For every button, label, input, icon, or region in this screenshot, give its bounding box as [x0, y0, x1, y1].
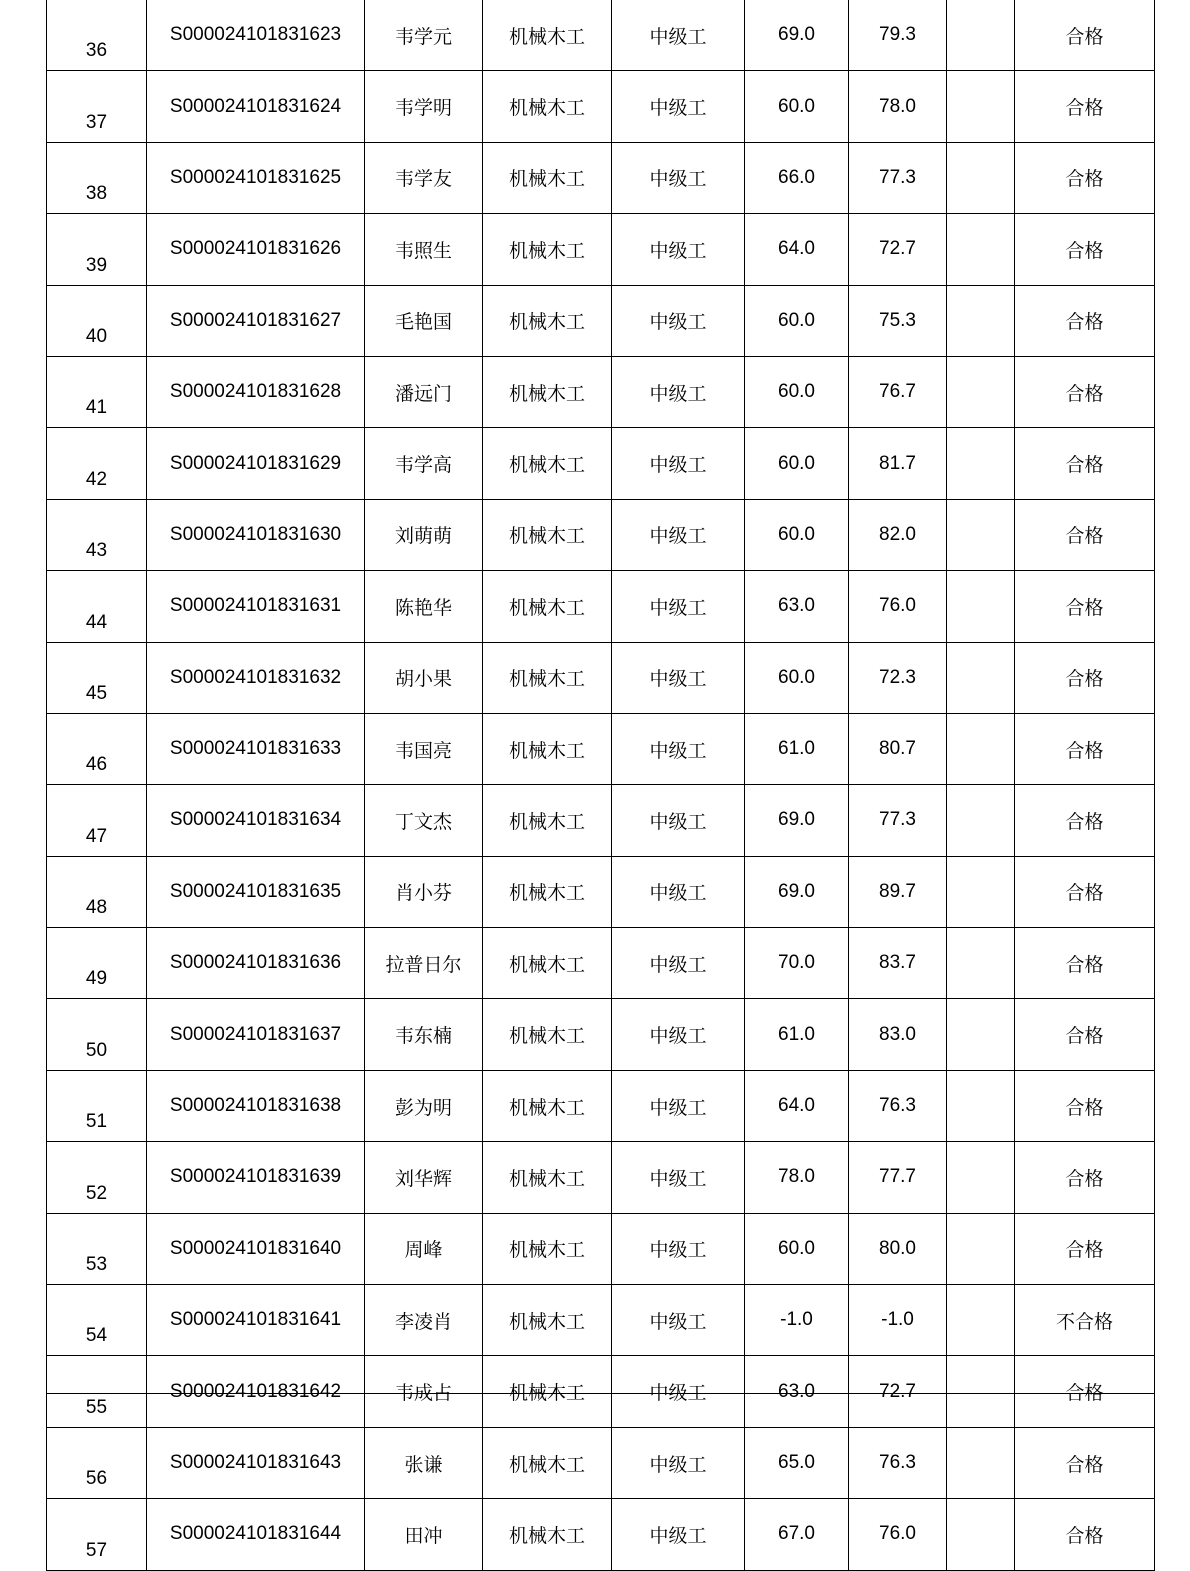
level-cell: 中级工 — [612, 1499, 745, 1570]
result-cell: 合格 — [1015, 1213, 1155, 1284]
trade-cell: 机械木工 — [483, 0, 612, 71]
theory-score-cell: 60.0 — [745, 356, 849, 427]
blank-cell — [947, 356, 1015, 427]
skill-score-cell: 81.7 — [849, 428, 947, 499]
table-row — [47, 1142, 1155, 1213]
trade-cell: 机械木工 — [483, 1213, 612, 1284]
candidate-name-cell: 张谦 — [365, 1427, 483, 1498]
result-cell: 合格 — [1015, 856, 1155, 927]
trade-cell: 机械木工 — [483, 571, 612, 642]
candidate-id-cell: S000024101831635 — [147, 856, 365, 927]
level-cell: 中级工 — [612, 1070, 745, 1141]
row-number-cell: 57 — [47, 1499, 147, 1570]
theory-score-cell: 60.0 — [745, 285, 849, 356]
candidate-name-cell: 彭为明 — [365, 1070, 483, 1141]
row-number-cell: 40 — [47, 285, 147, 356]
trade-cell: 机械木工 — [483, 1285, 612, 1356]
level-cell: 中级工 — [612, 713, 745, 784]
candidate-name-cell: 毛艳国 — [365, 285, 483, 356]
skill-score-cell: 83.7 — [849, 928, 947, 999]
candidate-id-cell: S000024101831630 — [147, 499, 365, 570]
theory-score-cell: 64.0 — [745, 214, 849, 285]
trade-cell: 机械木工 — [483, 1499, 612, 1570]
trade-cell: 机械木工 — [483, 856, 612, 927]
row-number-cell: 45 — [47, 642, 147, 713]
skill-score-cell: 76.0 — [849, 1499, 947, 1570]
result-cell: 合格 — [1015, 1499, 1155, 1570]
theory-score-cell: 60.0 — [745, 642, 849, 713]
table-row — [47, 1499, 1155, 1570]
result-cell: 合格 — [1015, 142, 1155, 213]
level-cell: 中级工 — [612, 999, 745, 1070]
blank-cell — [947, 1285, 1015, 1356]
results-table — [46, 0, 1155, 1571]
skill-score-cell: 80.0 — [849, 1213, 947, 1284]
result-cell: 合格 — [1015, 999, 1155, 1070]
candidate-id-cell: S000024101831628 — [147, 356, 365, 427]
candidate-name-cell: 韦东楠 — [365, 999, 483, 1070]
skill-score-cell: 76.3 — [849, 1427, 947, 1498]
candidate-id-cell: S000024101831626 — [147, 214, 365, 285]
candidate-name-cell: 潘远门 — [365, 356, 483, 427]
result-cell: 合格 — [1015, 428, 1155, 499]
blank-cell — [947, 785, 1015, 856]
theory-score-cell: 69.0 — [745, 0, 849, 71]
row-number-cell: 41 — [47, 356, 147, 427]
trade-cell: 机械木工 — [483, 999, 612, 1070]
theory-score-cell: 60.0 — [745, 499, 849, 570]
level-cell: 中级工 — [612, 428, 745, 499]
trade-cell: 机械木工 — [483, 356, 612, 427]
trade-cell: 机械木工 — [483, 928, 612, 999]
blank-cell — [947, 1356, 1015, 1427]
skill-score-cell: 72.7 — [849, 1356, 947, 1427]
blank-cell — [947, 1427, 1015, 1498]
theory-score-cell: 60.0 — [745, 71, 849, 142]
candidate-id-cell: S000024101831632 — [147, 642, 365, 713]
result-cell: 合格 — [1015, 642, 1155, 713]
candidate-name-cell: 拉普日尔 — [365, 928, 483, 999]
row-number-cell: 56 — [47, 1427, 147, 1498]
row-number-cell: 52 — [47, 1142, 147, 1213]
blank-cell — [947, 999, 1015, 1070]
theory-score-cell: 67.0 — [745, 1499, 849, 1570]
level-cell: 中级工 — [612, 928, 745, 999]
table-row — [47, 142, 1155, 213]
row-number-cell: 49 — [47, 928, 147, 999]
row-number-cell: 36 — [47, 0, 147, 71]
table-row — [47, 571, 1155, 642]
theory-score-cell: 66.0 — [745, 142, 849, 213]
level-cell: 中级工 — [612, 214, 745, 285]
result-cell: 合格 — [1015, 1427, 1155, 1498]
skill-score-cell: 89.7 — [849, 856, 947, 927]
trade-cell: 机械木工 — [483, 1356, 612, 1427]
trade-cell: 机械木工 — [483, 1142, 612, 1213]
trade-cell: 机械木工 — [483, 785, 612, 856]
result-cell: 合格 — [1015, 71, 1155, 142]
row-number-cell: 44 — [47, 571, 147, 642]
result-cell: 合格 — [1015, 356, 1155, 427]
level-cell: 中级工 — [612, 71, 745, 142]
blank-cell — [947, 285, 1015, 356]
candidate-id-cell: S000024101831623 — [147, 0, 365, 71]
result-cell: 合格 — [1015, 1356, 1155, 1427]
level-cell: 中级工 — [612, 285, 745, 356]
candidate-name-cell: 韦成占 — [365, 1356, 483, 1427]
trade-cell: 机械木工 — [483, 499, 612, 570]
theory-score-cell: 78.0 — [745, 1142, 849, 1213]
candidate-name-cell: 韦学高 — [365, 428, 483, 499]
table-row — [47, 1070, 1155, 1141]
level-cell: 中级工 — [612, 356, 745, 427]
candidate-id-cell: S000024101831625 — [147, 142, 365, 213]
level-cell: 中级工 — [612, 1285, 745, 1356]
level-cell: 中级工 — [612, 0, 745, 71]
theory-score-cell: 63.0 — [745, 1356, 849, 1427]
candidate-id-cell: S000024101831629 — [147, 428, 365, 499]
theory-score-cell: 69.0 — [745, 785, 849, 856]
row-number-cell: 37 — [47, 71, 147, 142]
row-number-cell: 51 — [47, 1070, 147, 1141]
skill-score-cell: 72.3 — [849, 642, 947, 713]
trade-cell: 机械木工 — [483, 142, 612, 213]
table-row — [47, 1427, 1155, 1498]
table-row — [47, 1285, 1155, 1356]
candidate-name-cell: 韦学元 — [365, 0, 483, 71]
table-row — [47, 856, 1155, 927]
document-page — [46, 0, 1155, 1561]
trade-cell: 机械木工 — [483, 428, 612, 499]
blank-cell — [947, 928, 1015, 999]
level-cell: 中级工 — [612, 1356, 745, 1427]
trade-cell: 机械木工 — [483, 1427, 612, 1498]
skill-score-cell: 76.7 — [849, 356, 947, 427]
candidate-id-cell: S000024101831631 — [147, 571, 365, 642]
candidate-name-cell: 陈艳华 — [365, 571, 483, 642]
theory-score-cell: 63.0 — [745, 571, 849, 642]
theory-score-cell: 60.0 — [745, 428, 849, 499]
candidate-name-cell: 肖小芬 — [365, 856, 483, 927]
skill-score-cell: -1.0 — [849, 1285, 947, 1356]
candidate-id-cell: S000024101831634 — [147, 785, 365, 856]
result-cell: 合格 — [1015, 1142, 1155, 1213]
candidate-name-cell: 周峰 — [365, 1213, 483, 1284]
candidate-name-cell: 韦学友 — [365, 142, 483, 213]
result-cell: 合格 — [1015, 1070, 1155, 1141]
candidate-id-cell: S000024101831643 — [147, 1427, 365, 1498]
table-row — [47, 71, 1155, 142]
table-row — [47, 999, 1155, 1070]
table-row — [47, 785, 1155, 856]
candidate-id-cell: S000024101831641 — [147, 1285, 365, 1356]
trade-cell: 机械木工 — [483, 1070, 612, 1141]
candidate-id-cell: S000024101831639 — [147, 1142, 365, 1213]
theory-score-cell: 69.0 — [745, 856, 849, 927]
trade-cell: 机械木工 — [483, 71, 612, 142]
blank-cell — [947, 142, 1015, 213]
level-cell: 中级工 — [612, 1142, 745, 1213]
candidate-name-cell: 胡小果 — [365, 642, 483, 713]
theory-score-cell: 61.0 — [745, 999, 849, 1070]
level-cell: 中级工 — [612, 642, 745, 713]
table-row — [47, 499, 1155, 570]
skill-score-cell: 80.7 — [849, 713, 947, 784]
level-cell: 中级工 — [612, 856, 745, 927]
skill-score-cell: 77.3 — [849, 785, 947, 856]
trade-cell: 机械木工 — [483, 214, 612, 285]
theory-score-cell: 65.0 — [745, 1427, 849, 1498]
table-row — [47, 428, 1155, 499]
skill-score-cell: 72.7 — [849, 214, 947, 285]
result-cell: 合格 — [1015, 0, 1155, 71]
candidate-id-cell: S000024101831633 — [147, 713, 365, 784]
candidate-id-cell: S000024101831640 — [147, 1213, 365, 1284]
blank-cell — [947, 0, 1015, 71]
result-cell: 合格 — [1015, 928, 1155, 999]
row-number-cell: 48 — [47, 856, 147, 927]
result-cell: 合格 — [1015, 571, 1155, 642]
table-row — [47, 713, 1155, 784]
level-cell: 中级工 — [612, 1427, 745, 1498]
skill-score-cell: 83.0 — [849, 999, 947, 1070]
result-cell: 合格 — [1015, 785, 1155, 856]
table-row — [47, 0, 1155, 71]
candidate-name-cell: 李凌肖 — [365, 1285, 483, 1356]
row-number-cell: 42 — [47, 428, 147, 499]
row-number-cell: 38 — [47, 142, 147, 213]
level-cell: 中级工 — [612, 142, 745, 213]
candidate-name-cell: 韦学明 — [365, 71, 483, 142]
blank-cell — [947, 71, 1015, 142]
blank-cell — [947, 856, 1015, 927]
candidate-id-cell: S000024101831637 — [147, 999, 365, 1070]
skill-score-cell: 79.3 — [849, 0, 947, 71]
trade-cell: 机械木工 — [483, 285, 612, 356]
candidate-id-cell: S000024101831627 — [147, 285, 365, 356]
skill-score-cell: 82.0 — [849, 499, 947, 570]
blank-cell — [947, 428, 1015, 499]
result-cell: 合格 — [1015, 214, 1155, 285]
row-number-cell: 43 — [47, 499, 147, 570]
result-cell: 合格 — [1015, 499, 1155, 570]
candidate-name-cell: 韦国亮 — [365, 713, 483, 784]
table-row — [47, 642, 1155, 713]
skill-score-cell: 77.7 — [849, 1142, 947, 1213]
candidate-id-cell: S000024101831638 — [147, 1070, 365, 1141]
candidate-name-cell: 刘华辉 — [365, 1142, 483, 1213]
trade-cell: 机械木工 — [483, 642, 612, 713]
table-row — [47, 928, 1155, 999]
blank-cell — [947, 1499, 1015, 1570]
blank-cell — [947, 1213, 1015, 1284]
candidate-id-cell: S000024101831624 — [147, 71, 365, 142]
skill-score-cell: 77.3 — [849, 142, 947, 213]
table-body — [47, 0, 1155, 1570]
blank-cell — [947, 1070, 1015, 1141]
result-cell: 合格 — [1015, 285, 1155, 356]
table-row — [47, 1213, 1155, 1284]
row-number-cell: 46 — [47, 713, 147, 784]
theory-score-cell: -1.0 — [745, 1285, 849, 1356]
trade-cell: 机械木工 — [483, 713, 612, 784]
theory-score-cell: 61.0 — [745, 713, 849, 784]
row-number-cell: 55 — [47, 1356, 147, 1427]
blank-cell — [947, 214, 1015, 285]
candidate-name-cell: 刘萌萌 — [365, 499, 483, 570]
row-number-cell: 53 — [47, 1213, 147, 1284]
skill-score-cell: 76.3 — [849, 1070, 947, 1141]
level-cell: 中级工 — [612, 499, 745, 570]
result-cell: 合格 — [1015, 713, 1155, 784]
level-cell: 中级工 — [612, 571, 745, 642]
blank-cell — [947, 713, 1015, 784]
skill-score-cell: 75.3 — [849, 285, 947, 356]
table-row — [47, 1356, 1155, 1427]
row-number-cell: 54 — [47, 1285, 147, 1356]
level-cell: 中级工 — [612, 785, 745, 856]
row-number-cell: 47 — [47, 785, 147, 856]
candidate-id-cell: S000024101831636 — [147, 928, 365, 999]
level-cell: 中级工 — [612, 1213, 745, 1284]
table-row — [47, 285, 1155, 356]
blank-cell — [947, 1142, 1015, 1213]
skill-score-cell: 76.0 — [849, 571, 947, 642]
row-number-cell: 50 — [47, 999, 147, 1070]
candidate-name-cell: 丁文杰 — [365, 785, 483, 856]
theory-score-cell: 60.0 — [745, 1213, 849, 1284]
blank-cell — [947, 499, 1015, 570]
blank-cell — [947, 642, 1015, 713]
table-row — [47, 356, 1155, 427]
blank-cell — [947, 571, 1015, 642]
result-cell: 不合格 — [1015, 1285, 1155, 1356]
candidate-name-cell: 韦照生 — [365, 214, 483, 285]
theory-score-cell: 70.0 — [745, 928, 849, 999]
candidate-name-cell: 田冲 — [365, 1499, 483, 1570]
theory-score-cell: 64.0 — [745, 1070, 849, 1141]
table-row — [47, 214, 1155, 285]
candidate-id-cell: S000024101831644 — [147, 1499, 365, 1570]
candidate-id-cell: S000024101831642 — [147, 1356, 365, 1427]
skill-score-cell: 78.0 — [849, 71, 947, 142]
row-number-cell: 39 — [47, 214, 147, 285]
